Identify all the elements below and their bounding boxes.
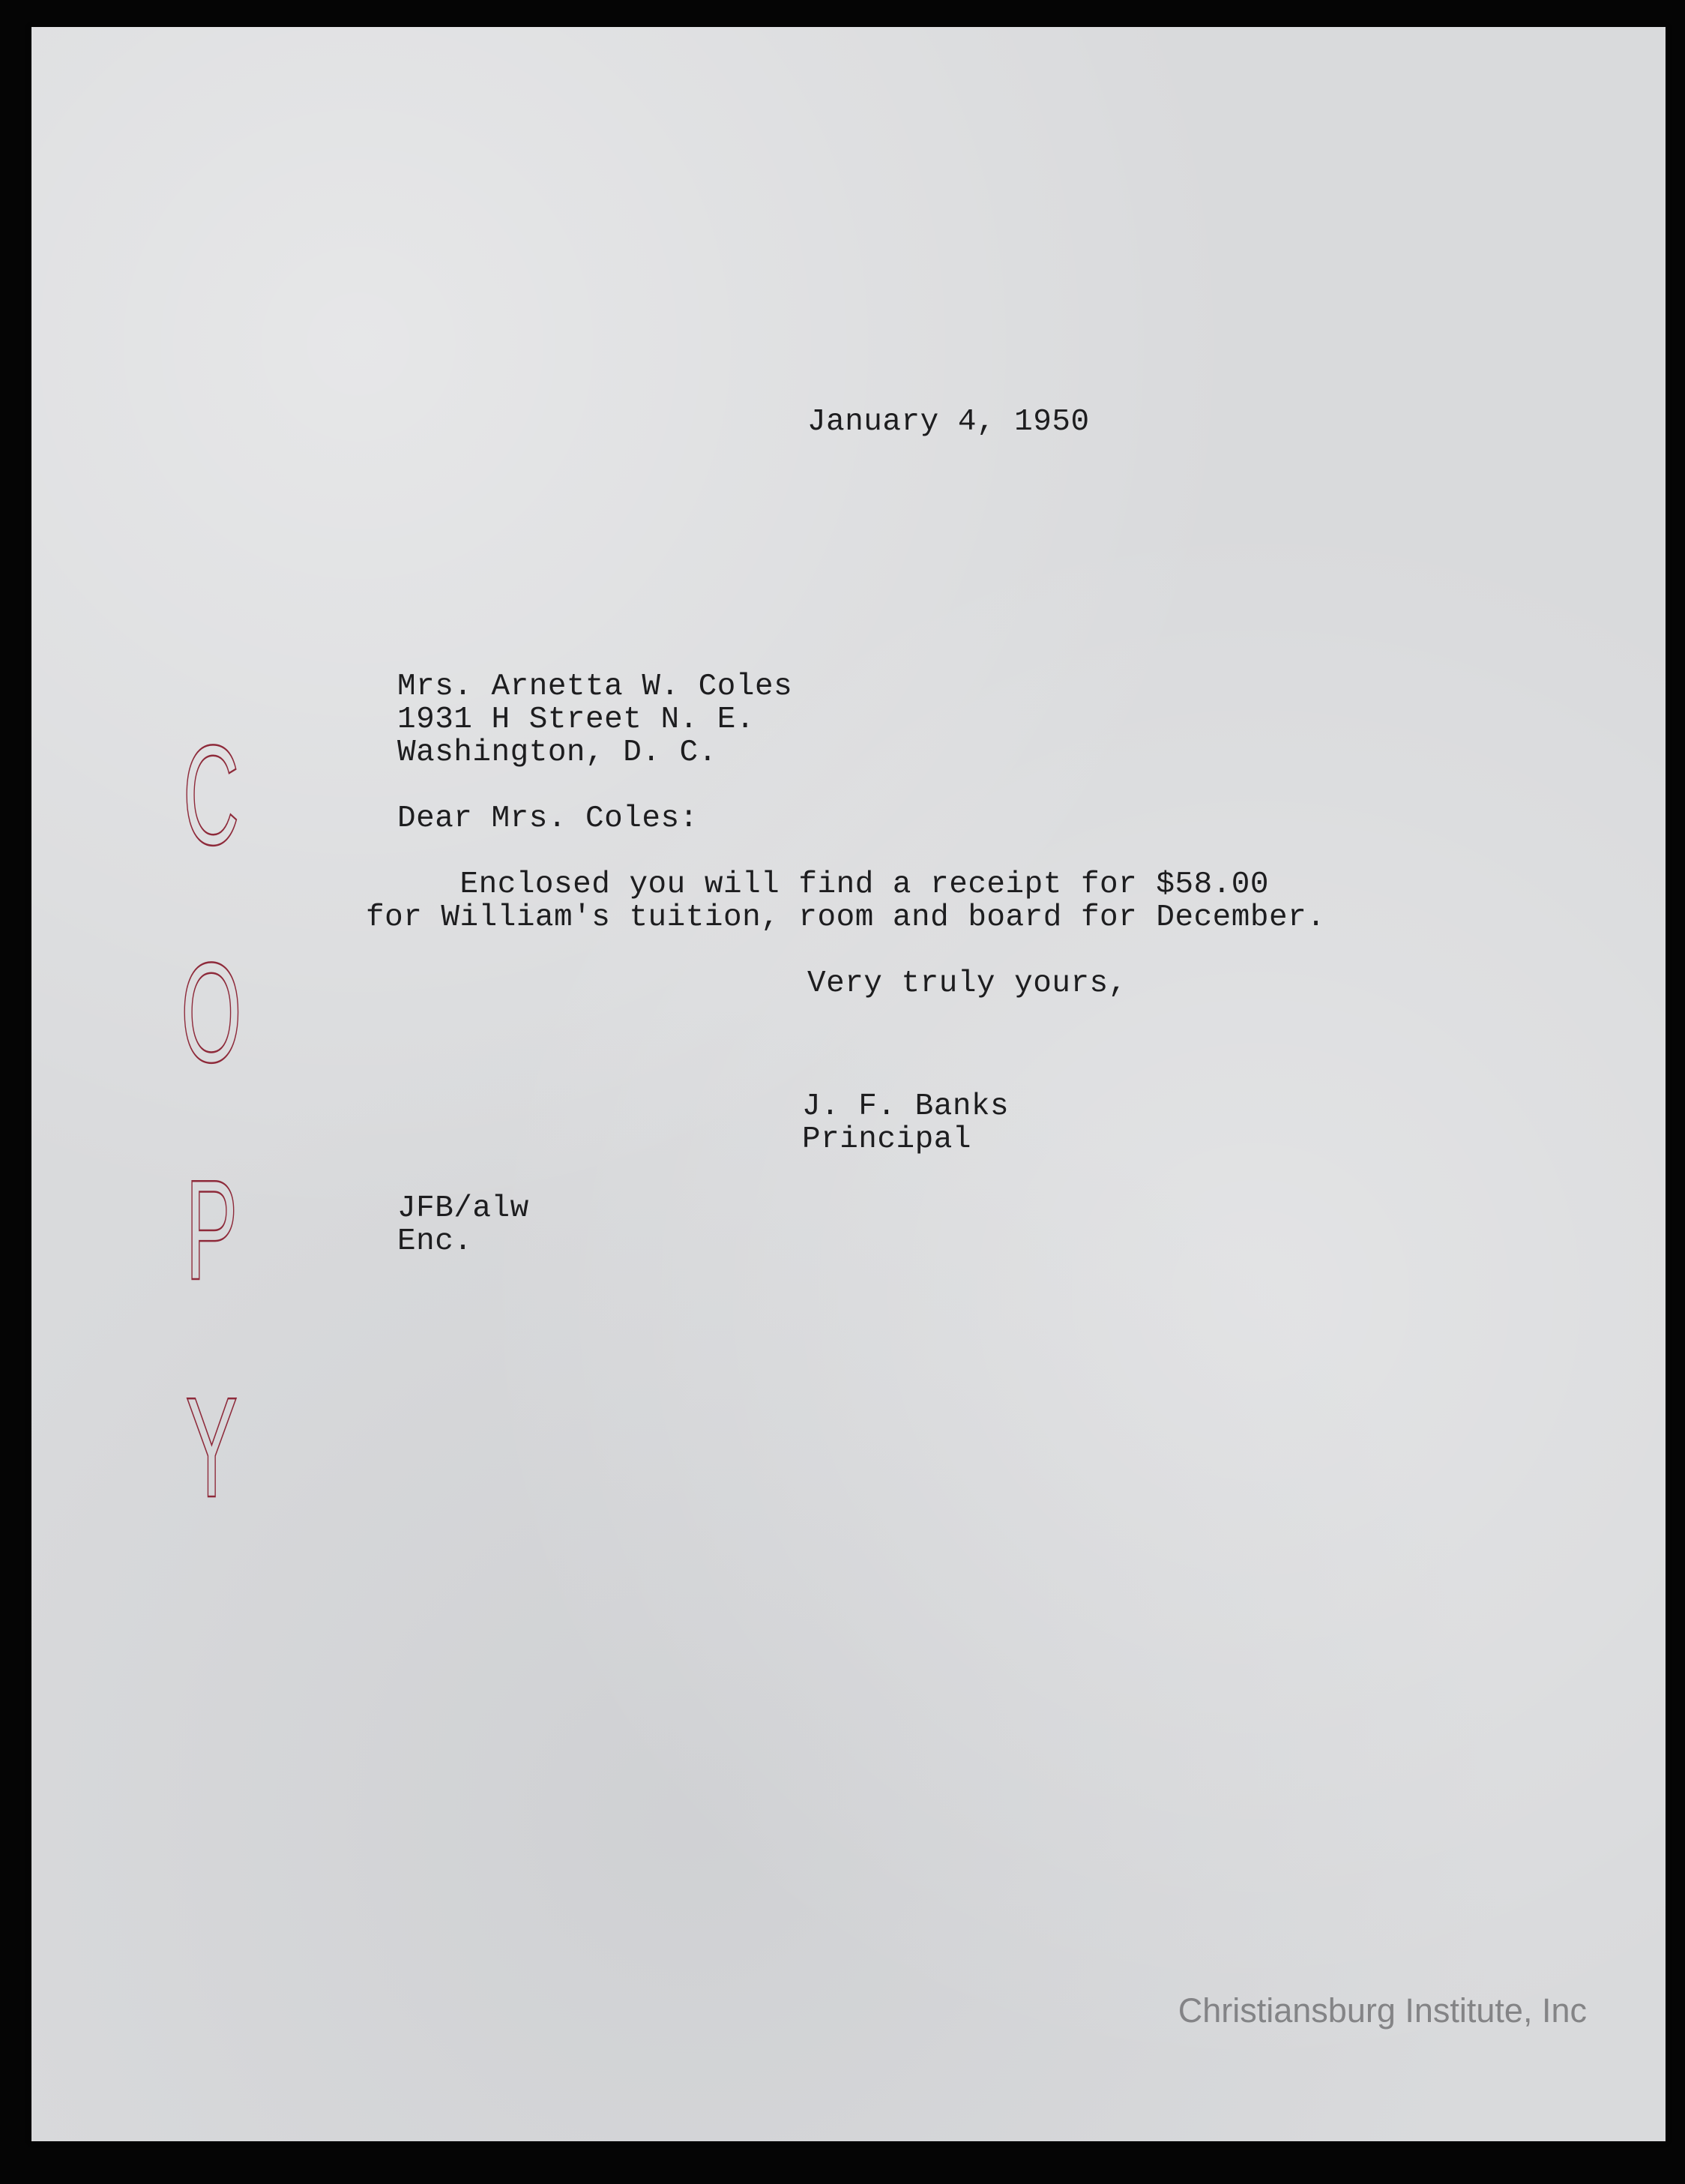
archive-watermark: Christiansburg Institute, Inc	[1178, 1991, 1587, 2030]
body-line-2: for William's tuition, room and board for December.	[366, 900, 1326, 935]
copy-letter-y: Y	[185, 1368, 238, 1527]
signature-title: Principal	[802, 1122, 971, 1157]
enclosure-note: Enc.	[397, 1224, 473, 1259]
letter-page	[31, 27, 1666, 2141]
copy-letter-p: P	[185, 1151, 238, 1310]
copy-stamp	[166, 687, 256, 1586]
copy-letter-c: C	[183, 716, 240, 875]
recipient-city: Washington, D. C.	[397, 735, 717, 770]
body-line-1: Enclosed you will find a receipt for $58.00	[366, 867, 1269, 902]
signature-name: J. F. Banks	[802, 1089, 1010, 1124]
recipient-name: Mrs. Arnetta W. Coles	[397, 670, 793, 704]
closing: Very truly yours,	[807, 966, 1127, 1001]
letter-date: January 4, 1950	[807, 405, 1090, 439]
copy-letter-o: O	[181, 933, 242, 1092]
recipient-street: 1931 H Street N. E.	[397, 703, 755, 737]
salutation: Dear Mrs. Coles:	[397, 801, 699, 836]
reference-initials: JFB/alw	[397, 1191, 529, 1226]
